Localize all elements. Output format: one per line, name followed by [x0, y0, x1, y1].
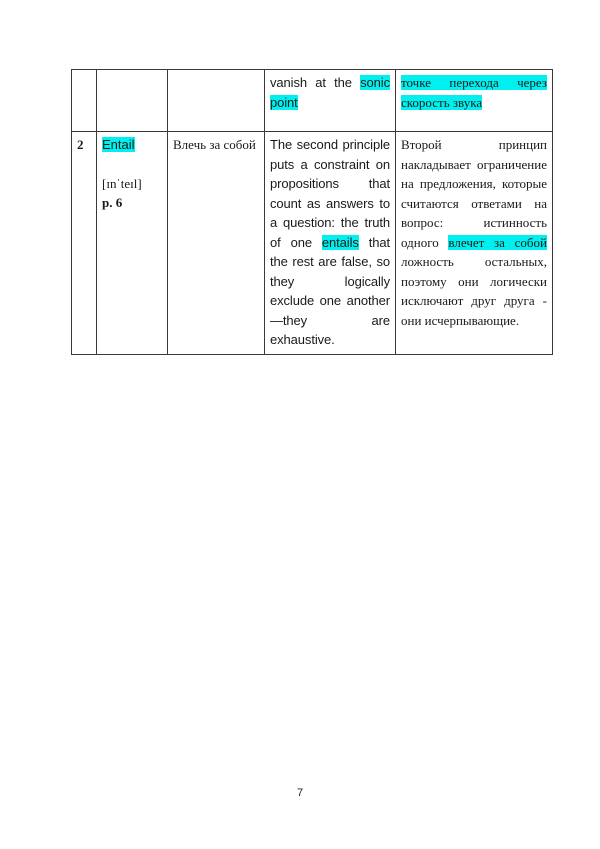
- term-cell: [97, 70, 168, 132]
- entry-number: 2: [77, 137, 84, 152]
- russian-highlight: влечет за собой: [448, 234, 547, 250]
- russian-highlight: точке перехода через скорость звука: [401, 75, 547, 110]
- translation-cell: [168, 132, 265, 355]
- table-row: [72, 70, 553, 132]
- vocabulary-table: [71, 69, 553, 355]
- russian-example-cell: [396, 70, 553, 132]
- english-example-cell: [265, 132, 396, 355]
- english-highlight: sonic point: [270, 75, 390, 110]
- english-highlight: entails: [321, 234, 359, 250]
- translation-text: Влечь за собой: [173, 137, 256, 152]
- russian-example-text: ложность остальных, поэтому они логически исключают друг друга - они исчерпывающие.: [401, 254, 547, 328]
- english-example-text: that the rest are false, so they logically exclude one another—they are exhaustive.: [270, 234, 390, 347]
- translation-cell: [168, 70, 265, 132]
- russian-example-cell: [396, 132, 553, 355]
- number-cell: [72, 132, 97, 355]
- transcription: [ɪnˈteɪl]: [102, 175, 142, 191]
- term-word: Entail: [102, 137, 135, 152]
- russian-example-text: Второй принцип накладывает ограничение на предложения, которые считаются ответами на вопрос: истинность одного: [401, 137, 547, 250]
- english-example-cell: [265, 70, 396, 132]
- term-cell: [97, 132, 168, 355]
- english-example-text: The second principle puts a constraint on propositions that count as answers to a question: the truth of one: [270, 137, 390, 250]
- page-number: 7: [296, 787, 304, 799]
- number-cell: [72, 70, 97, 132]
- page-reference: p. 6: [102, 195, 123, 210]
- table-row: [72, 132, 553, 355]
- english-example-text: vanish at the: [270, 75, 361, 90]
